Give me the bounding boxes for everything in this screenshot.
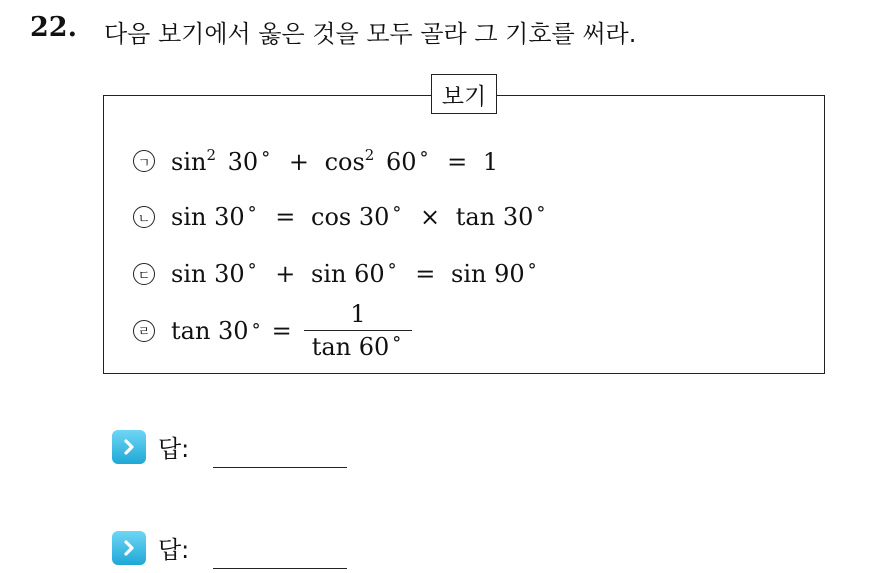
- question-number: 22.: [30, 12, 77, 43]
- answer-line-1[interactable]: [213, 467, 347, 468]
- question-text: 다음 보기에서 옳은 것을 모두 골라 그 기호를 써라.: [104, 20, 637, 48]
- answer-row-2: [112, 530, 189, 565]
- example-item-3: [133, 260, 540, 288]
- item-marker-3: ㄷ: [133, 263, 155, 285]
- example-box-title: 보기: [431, 74, 497, 114]
- item-marker-2: ㄴ: [133, 206, 155, 228]
- item-marker-4: ㄹ: [133, 320, 155, 342]
- example-item-4: [133, 300, 408, 361]
- expression-3: sin 30 ° + sin 60 ° = sin 90 °: [171, 260, 537, 288]
- answer-label-1: 답:: [158, 435, 190, 463]
- example-item-2: [133, 203, 548, 231]
- answer-line-2[interactable]: [213, 568, 347, 569]
- fraction: $\frac{1}{\tan 60 ^\circ}$: [308, 300, 409, 361]
- expression-1: $\sin^2 30$ $^\circ + \cos^2 60$ ° = 1: [171, 146, 499, 176]
- answer-row-1: [112, 429, 189, 464]
- example-item-1: [133, 146, 498, 176]
- chevron-right-icon: [112, 430, 146, 464]
- answer-label-2: 답:: [158, 536, 190, 564]
- expression-4: tan 30 ° = $\frac{1}{\tan 60 ^\circ}$: [171, 300, 408, 361]
- item-marker-1: ㄱ: [133, 150, 155, 172]
- expression-2: sin 30 ° = cos 30 ° × tan 30 °: [171, 203, 546, 231]
- chevron-right-icon: [112, 531, 146, 565]
